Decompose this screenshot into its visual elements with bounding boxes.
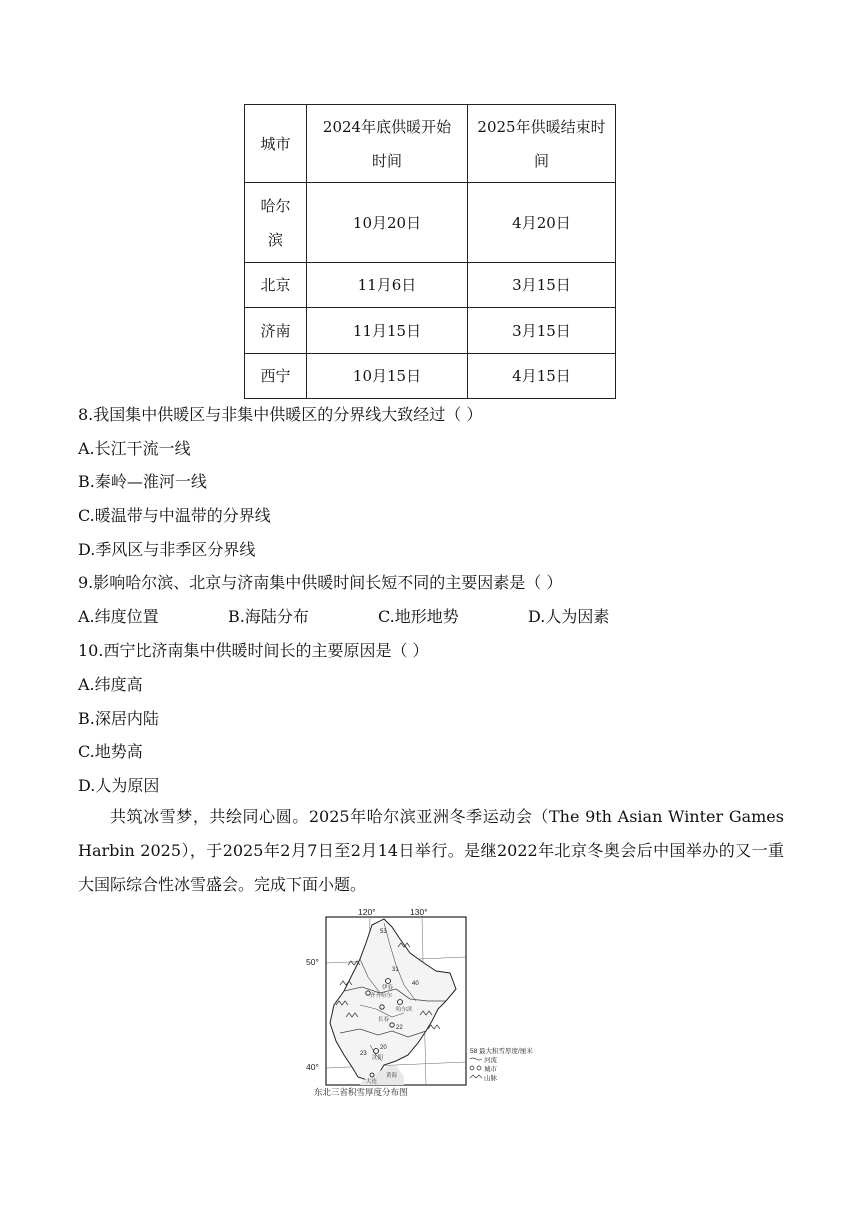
map-caption: 东北三省积雪厚度分布图 bbox=[314, 1087, 408, 1097]
snow-value: 31 bbox=[392, 967, 399, 973]
city-cell: 西宁 bbox=[245, 354, 307, 399]
header-city: 城市 bbox=[245, 105, 307, 183]
table-row bbox=[245, 263, 616, 308]
table-row bbox=[245, 183, 616, 263]
place-name: 黄海 bbox=[386, 1073, 398, 1079]
passage: 共筑冰雪梦，共绘同心圆。2025年哈尔滨亚洲冬季运动会（The 9th Asian Winter Games Harbin 2025），于2025年2月7日至2月14日举行。是继2022年北京冬奥会后中国举办的又一重大国际综合性冰雪盛会。完成下面小题。 bbox=[78, 807, 784, 894]
place-name: 齐齐哈尔 bbox=[370, 993, 393, 999]
legend-city: 城市 bbox=[484, 1066, 497, 1073]
lat-label-50: 50° bbox=[306, 957, 319, 967]
start-cell: 11月6日 bbox=[307, 263, 468, 308]
legend-snow: 58 最大积雪厚度/厘米 bbox=[470, 1048, 533, 1055]
snow-value: 53 bbox=[380, 929, 387, 935]
end-cell: 3月15日 bbox=[468, 263, 616, 308]
header-start: 2024年底供暖开始时间 bbox=[307, 105, 468, 183]
city-cell: 济南 bbox=[245, 308, 307, 354]
option-9b: B.海陆分布 bbox=[228, 607, 309, 626]
snow-value: 23 bbox=[360, 1051, 367, 1057]
option-10a: A.纬度高 bbox=[78, 675, 143, 694]
city-cell: 北京 bbox=[245, 263, 307, 308]
legend-mountain: 山脉 bbox=[484, 1075, 497, 1082]
option-9a: A.纬度位置 bbox=[78, 607, 159, 626]
lat-label-40: 40° bbox=[306, 1062, 319, 1072]
snow-value: 40 bbox=[412, 981, 419, 987]
option-8b: B.秦岭—淮河一线 bbox=[78, 472, 207, 491]
place-name: 长春 bbox=[378, 1017, 390, 1023]
start-cell: 10月15日 bbox=[307, 354, 468, 399]
heating-table bbox=[244, 104, 616, 399]
option-10d: D.人为原因 bbox=[78, 776, 160, 795]
question-8: 8.我国集中供暖区与非集中供暖区的分界线大致经过（ ） bbox=[78, 405, 483, 424]
option-8a: A.长江干流一线 bbox=[78, 439, 191, 458]
question-9: 9.影响哈尔滨、北京与济南集中供暖时间长短不同的主要因素是（ ） bbox=[78, 573, 563, 592]
question-10: 10.西宁比济南集中供暖时间长的主要原因是（ ） bbox=[78, 641, 429, 660]
lon-label-120: 120° bbox=[358, 907, 376, 917]
snow-value: 20 bbox=[380, 1045, 387, 1051]
snow-value: 22 bbox=[396, 1025, 403, 1031]
start-cell: 11月15日 bbox=[307, 308, 468, 354]
legend-river-icon bbox=[470, 1058, 482, 1060]
place-name: 哈尔滨 bbox=[396, 1007, 413, 1013]
end-cell: 3月15日 bbox=[468, 308, 616, 354]
start-cell: 10月20日 bbox=[307, 183, 468, 263]
place-name: 伊春 bbox=[382, 985, 394, 991]
option-9d: D.人为因素 bbox=[528, 607, 610, 626]
table-row bbox=[245, 308, 616, 354]
lon-label-130: 130° bbox=[410, 907, 428, 917]
option-8d: D.季风区与非季区分界线 bbox=[78, 540, 256, 559]
city-cell: 哈尔滨 bbox=[260, 196, 291, 249]
place-name: 沈阳 bbox=[372, 1055, 384, 1061]
legend-river: 河流 bbox=[484, 1057, 497, 1064]
place-name: 大连 bbox=[366, 1079, 378, 1085]
header-end: 2025年供暖结束时间 bbox=[468, 105, 616, 183]
end-cell: 4月20日 bbox=[468, 183, 616, 263]
option-10c: C.地势高 bbox=[78, 742, 143, 761]
option-9c: C.地形地势 bbox=[378, 607, 459, 626]
snow-depth-map bbox=[300, 905, 590, 1100]
end-cell: 4月15日 bbox=[468, 354, 616, 399]
legend-mountain-icon bbox=[470, 1075, 482, 1078]
option-10b: B.深居内陆 bbox=[78, 709, 159, 728]
table-row bbox=[245, 354, 616, 399]
legend-city-icon bbox=[470, 1066, 481, 1070]
option-8c: C.暖温带与中温带的分界线 bbox=[78, 506, 271, 525]
